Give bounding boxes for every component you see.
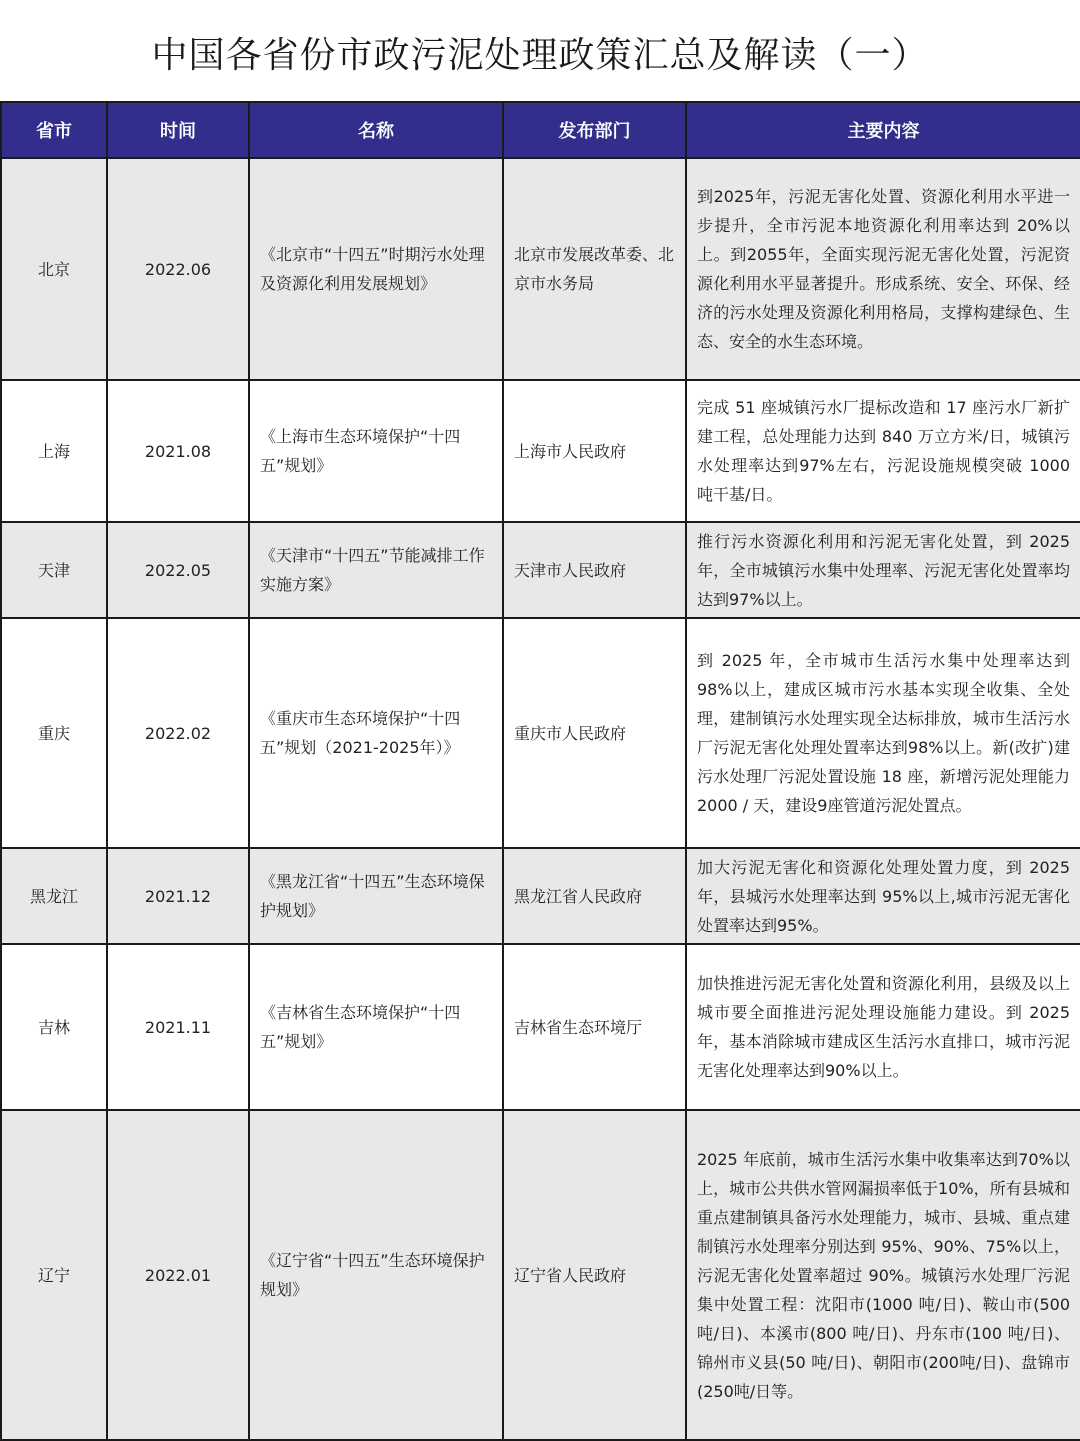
- cell-province: 天津: [1, 522, 107, 618]
- header-dept: 发布部门: [503, 102, 686, 158]
- cell-province: 北京: [1, 158, 107, 380]
- table-row: [1, 848, 1080, 944]
- cell-province: 辽宁: [1, 1110, 107, 1440]
- cell-name: 《天津市“十四五”节能减排工作实施方案》: [249, 522, 503, 618]
- header-content: 主要内容: [686, 102, 1080, 158]
- cell-content: 2025 年底前，城市生活污水集中收集率达到70%以上，城市公共供水管网漏损率低于10%，所有县城和重点建制镇具备污水处理能力，城市、县城、重点建制镇污水处理率分别达到 95%、90%、75%以上，污泥无害化处置率超过 90%。城镇污水处理厂污泥集中处置工程：沈阳市(1000 吨/日)、鞍山市(500 吨/日)、本溪市(800 吨/日)、丹东市(100 吨/日)、锦州市义县(50 吨/日)、朝阳市(200吨/日)、盘锦市(250吨/日等。: [686, 1110, 1080, 1440]
- cell-province: 黑龙江: [1, 848, 107, 944]
- cell-content: 到2025年，污泥无害化处置、资源化利用水平进一步提升，全市污泥本地资源化利用率达到 20%以上。到2055年，全面实现污泥无害化处置，污泥资源化利用水平显著提升。形成系统、安全、环保、经济的污水处理及资源化利用格局，支撑构建绿色、生态、安全的水生态环境。: [686, 158, 1080, 380]
- cell-name: 《吉林省生态环境保护“十四五”规划》: [249, 944, 503, 1110]
- cell-name: 《黑龙江省“十四五”生态环境保护规划》: [249, 848, 503, 944]
- policy-table: [0, 101, 1080, 1441]
- cell-date: 2021.11: [107, 944, 249, 1110]
- header-province: 省市: [1, 102, 107, 158]
- cell-province: 重庆: [1, 618, 107, 848]
- cell-content: 到 2025 年，全市城市生活污水集中处理率达到98%以上，建成区城市污水基本实现全收集、全处理，建制镇污水处理实现全达标排放，城市生活污水厂污泥无害化处理处置率达到98%以上。新(改扩)建污水处理厂污泥处置设施 18 座，新增污泥处理能力 2000 / 天，建设9座管道污泥处置点。: [686, 618, 1080, 848]
- cell-dept: 上海市人民政府: [503, 380, 686, 522]
- table-row: [1, 158, 1080, 380]
- cell-name: 《上海市生态环境保护“十四五”规划》: [249, 380, 503, 522]
- table-row: [1, 522, 1080, 618]
- cell-dept: 北京市发展改革委、北京市水务局: [503, 158, 686, 380]
- cell-name: 《重庆市生态环境保护“十四五”规划（2021-2025年）》: [249, 618, 503, 848]
- cell-dept: 黑龙江省人民政府: [503, 848, 686, 944]
- cell-province: 上海: [1, 380, 107, 522]
- cell-date: 2022.02: [107, 618, 249, 848]
- cell-date: 2021.12: [107, 848, 249, 944]
- table-row: [1, 944, 1080, 1110]
- table-row: [1, 380, 1080, 522]
- page-title: 中国各省份市政污泥处理政策汇总及解读（一）: [151, 35, 929, 76]
- cell-date: 2022.01: [107, 1110, 249, 1440]
- cell-dept: 吉林省生态环境厅: [503, 944, 686, 1110]
- cell-dept: 辽宁省人民政府: [503, 1110, 686, 1440]
- cell-content: 加大污泥无害化和资源化处理处置力度，到 2025年，县城污水处理率达到 95%以上,城市污泥无害化处置率达到95%。: [686, 848, 1080, 944]
- cell-content: 推行污水资源化利用和污泥无害化处置，到 2025 年，全市城镇污水集中处理率、污泥无害化处置率均达到97%以上。: [686, 522, 1080, 618]
- table-row: [1, 618, 1080, 848]
- cell-content: 加快推进污泥无害化处置和资源化利用，县级及以上城市要全面推进污泥处理设施能力建设。到 2025 年，基本消除城市建成区生活污水直排口，城市污泥无害化处理率达到90%以上。: [686, 944, 1080, 1110]
- header-name: 名称: [249, 102, 503, 158]
- cell-province: 吉林: [1, 944, 107, 1110]
- table-header-row: [1, 102, 1080, 158]
- header-date: 时间: [107, 102, 249, 158]
- cell-date: 2022.05: [107, 522, 249, 618]
- cell-name: 《北京市“十四五”时期污水处理及资源化利用发展规划》: [249, 158, 503, 380]
- cell-name: 《辽宁省“十四五”生态环境保护规划》: [249, 1110, 503, 1440]
- table-row: [1, 1110, 1080, 1440]
- cell-dept: 重庆市人民政府: [503, 618, 686, 848]
- cell-dept: 天津市人民政府: [503, 522, 686, 618]
- cell-date: 2022.06: [107, 158, 249, 380]
- cell-date: 2021.08: [107, 380, 249, 522]
- cell-content: 完成 51 座城镇污水厂提标改造和 17 座污水厂新扩建工程，总处理能力达到 840 万立方米/日，城镇污水处理率达到97%左右，污泥设施规模突破 1000 吨干基/日。: [686, 380, 1080, 522]
